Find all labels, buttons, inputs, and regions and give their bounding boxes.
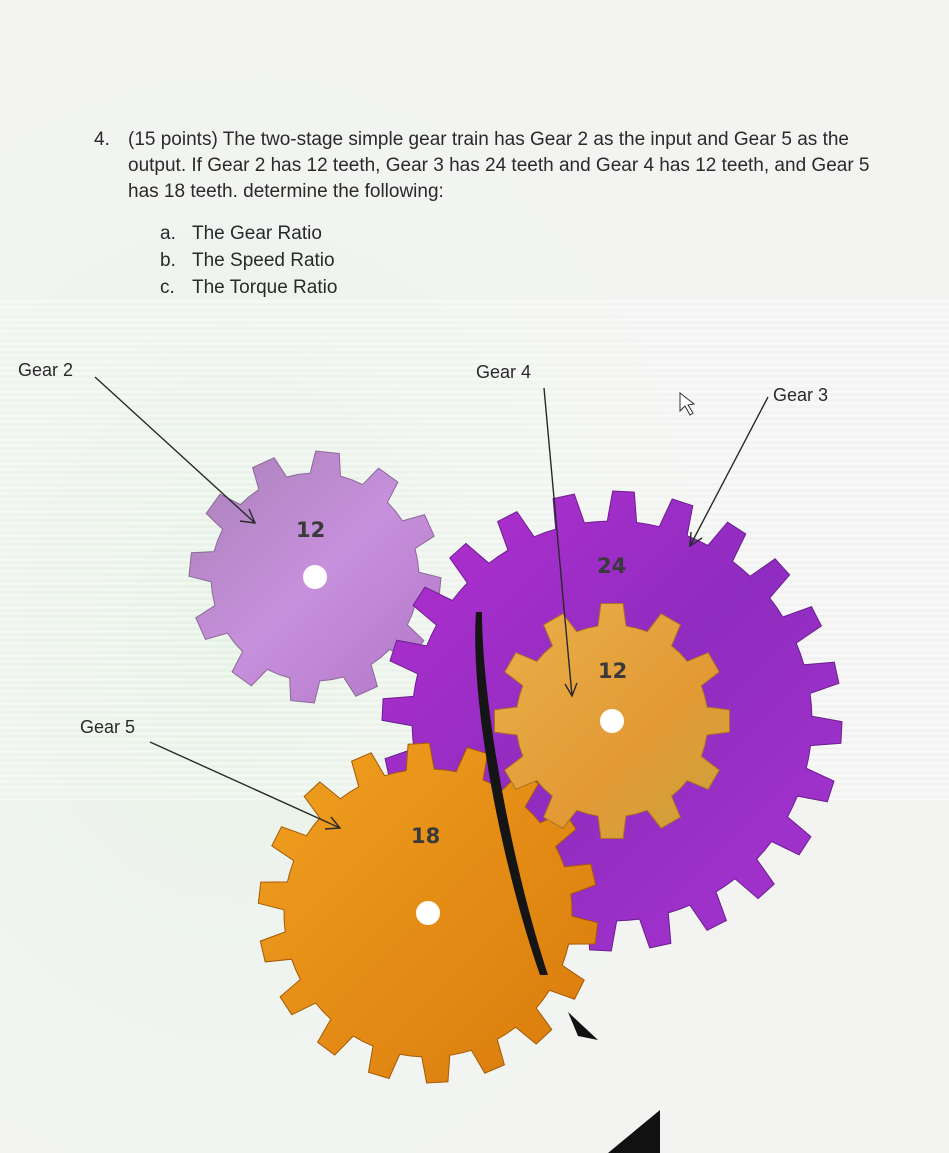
gear-4-label: Gear 4 (476, 362, 532, 382)
gear-2-teeth-label: 12 (296, 518, 326, 542)
gear-2-leader-line (95, 377, 255, 523)
sub-question-text: The Gear Ratio (192, 223, 322, 244)
gear-2-label: Gear 2 (18, 360, 74, 380)
black-bottom-shape (608, 1110, 660, 1153)
sub-question-text: The Speed Ratio (192, 250, 335, 271)
gear-5-hub (416, 901, 440, 925)
sub-question-letter: c. (160, 277, 175, 298)
gear-5-leader-line (150, 742, 340, 828)
question-number: 4. (94, 129, 110, 150)
sub-question-text: The Torque Ratio (192, 277, 338, 298)
gear-3-teeth-label: 24 (597, 554, 627, 578)
gear-3-label: Gear 3 (773, 385, 829, 405)
black-corner-shape (568, 1012, 598, 1040)
gear-4-teeth-label: 12 (598, 659, 628, 683)
sub-question-letter: a. (160, 223, 176, 244)
sub-question-letter: b. (160, 250, 176, 271)
gear-5-label: Gear 5 (80, 717, 136, 737)
question-text: (15 points) The two-stage simple gear train has Gear 2 as the input and Gear 5 as the output. If Gear 2 has 12 teeth, Gear 3 has 24 teeth and Gear 4 has 12 teeth, and Gear 5 has 18 teeth. determine the following: (128, 129, 870, 202)
gear-2-hub (303, 565, 327, 589)
gear-5-teeth-label: 18 (411, 824, 441, 848)
gear-4-hub (600, 709, 624, 733)
mouse-cursor-icon (680, 393, 694, 415)
